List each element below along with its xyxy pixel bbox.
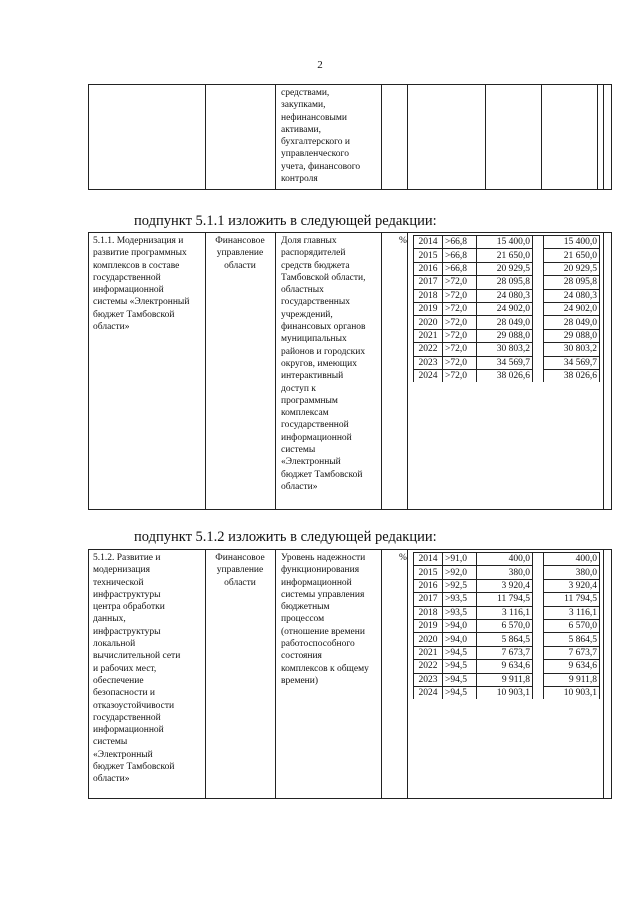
value-cell: 380,0 xyxy=(477,566,533,579)
target-cell: >66,8 xyxy=(443,249,477,262)
value-repeat-cell: 24 902,0 xyxy=(544,302,600,315)
table-row xyxy=(414,316,600,329)
year-cell: 2020 xyxy=(414,316,443,329)
value-cell: 34 569,7 xyxy=(477,356,533,369)
target-cell: >93,5 xyxy=(443,606,477,619)
spacer-cell xyxy=(533,593,544,606)
executor-5-1-1 xyxy=(209,235,271,272)
spacer-cell xyxy=(533,369,544,382)
text-line: управленческого xyxy=(281,149,349,160)
table-row xyxy=(414,302,600,315)
table-row xyxy=(414,673,600,686)
text-line: центра обработки xyxy=(93,602,165,613)
spacer-cell xyxy=(533,553,544,566)
target-cell: >92,0 xyxy=(443,566,477,579)
text-line: государственных xyxy=(281,297,351,308)
section-heading-5-1-2: подпункт 5.1.2 изложить в следующей редакции: xyxy=(134,529,437,545)
text-line: управление xyxy=(216,565,264,576)
target-cell: >94,0 xyxy=(443,619,477,632)
text-line: «Электронный xyxy=(281,457,341,468)
value-repeat-cell: 7 673,7 xyxy=(544,646,600,659)
text-line: контроля xyxy=(281,174,318,185)
table-row xyxy=(414,276,600,289)
text-line: вычислительной сети xyxy=(93,651,181,662)
text-line: развитие программных xyxy=(93,248,187,259)
page-number: 2 xyxy=(317,59,323,71)
text-line: округов, имеющих xyxy=(281,358,357,369)
table-row xyxy=(414,369,600,382)
value-cell: 10 903,1 xyxy=(477,686,533,699)
year-cell: 2023 xyxy=(414,673,443,686)
target-cell: >72,0 xyxy=(443,343,477,356)
value-cell: 3 920,4 xyxy=(477,579,533,592)
value-repeat-cell: 10 903,1 xyxy=(544,686,600,699)
value-cell: 3 116,1 xyxy=(477,606,533,619)
text-line: процессом xyxy=(281,614,325,625)
value-cell: 29 088,0 xyxy=(477,329,533,342)
value-repeat-cell: 5 864,5 xyxy=(544,633,600,646)
text-line: 5.1.1. Модернизация и xyxy=(93,236,184,246)
spacer-cell xyxy=(533,686,544,699)
year-cell: 2016 xyxy=(414,579,443,592)
year-cell: 2019 xyxy=(414,302,443,315)
value-cell: 5 864,5 xyxy=(477,633,533,646)
text-line: инфраструктуры xyxy=(93,589,161,600)
item-5-1-2 xyxy=(93,552,201,786)
text-line: технической xyxy=(93,577,144,588)
text-line: «Электронный xyxy=(93,749,153,760)
text-line: программным xyxy=(281,395,338,406)
value-repeat-cell: 15 400,0 xyxy=(544,236,600,249)
spacer-cell xyxy=(533,316,544,329)
year-cell: 2017 xyxy=(414,593,443,606)
target-cell: >94,0 xyxy=(443,633,477,646)
table-row xyxy=(414,633,600,646)
target-cell: >66,8 xyxy=(443,262,477,275)
year-cell: 2016 xyxy=(414,262,443,275)
text-line: системы «Электронный xyxy=(93,297,190,308)
value-repeat-cell: 3 116,1 xyxy=(544,606,600,619)
text-line: государственной xyxy=(93,272,161,283)
value-repeat-cell: 24 080,3 xyxy=(544,289,600,302)
table-row xyxy=(414,566,600,579)
table-row xyxy=(414,686,600,699)
spacer-cell xyxy=(533,660,544,673)
table-row xyxy=(414,553,600,566)
year-cell: 2018 xyxy=(414,289,443,302)
text-line: Доля главных xyxy=(281,236,337,246)
value-repeat-cell: 28 095,8 xyxy=(544,276,600,289)
year-cell: 2024 xyxy=(414,686,443,699)
target-cell: >66,8 xyxy=(443,236,477,249)
text-line: активами, xyxy=(281,124,321,135)
text-line: Тамбовской области, xyxy=(281,272,366,283)
text-line: бюджет Тамбовской xyxy=(93,762,175,773)
text-line: отказоустойчивости xyxy=(93,700,175,711)
value-repeat-cell: 34 569,7 xyxy=(544,356,600,369)
value-cell: 30 803,2 xyxy=(477,343,533,356)
text-line: работоспособного xyxy=(281,639,355,650)
text-line: комплексов в составе xyxy=(93,260,180,271)
value-repeat-cell: 11 794,5 xyxy=(544,593,600,606)
text-line: комплексов к общему xyxy=(281,663,369,674)
value-repeat-cell: 38 026,6 xyxy=(544,369,600,382)
value-cell: 28 095,8 xyxy=(477,276,533,289)
text-line: распорядителей xyxy=(281,248,346,259)
spacer-cell xyxy=(533,673,544,686)
text-line: обеспечение xyxy=(93,675,144,686)
text-line: учреждений, xyxy=(281,309,333,320)
target-cell: >72,0 xyxy=(443,316,477,329)
text-line: информационной xyxy=(93,725,164,736)
text-line: области xyxy=(224,260,256,271)
year-cell: 2022 xyxy=(414,343,443,356)
text-line: области» xyxy=(281,481,318,492)
text-line: времени) xyxy=(281,675,319,686)
value-repeat-cell: 3 920,4 xyxy=(544,579,600,592)
text-line: учета, финансового xyxy=(281,161,361,172)
text-line: данных, xyxy=(93,614,126,625)
spacer-cell xyxy=(533,566,544,579)
year-cell: 2018 xyxy=(414,606,443,619)
spacer-cell xyxy=(533,289,544,302)
spacer-cell xyxy=(533,646,544,659)
year-cell: 2014 xyxy=(414,553,443,566)
text-line: информационной xyxy=(93,285,164,296)
text-line: системы xyxy=(281,445,316,456)
target-cell: >94,5 xyxy=(443,646,477,659)
text-line: бюджет Тамбовской xyxy=(281,469,363,480)
spacer-cell xyxy=(533,236,544,249)
text-line: муниципальных xyxy=(281,334,347,345)
text-line: закупками, xyxy=(281,100,326,111)
text-line: информационной xyxy=(281,432,352,443)
value-repeat-cell: 9 634,6 xyxy=(544,660,600,673)
value-cell: 11 794,5 xyxy=(477,593,533,606)
table-row xyxy=(414,660,600,673)
table-5-1-1 xyxy=(88,232,612,510)
text-line: областных xyxy=(281,285,324,296)
text-line: комплексам xyxy=(281,408,329,419)
value-repeat-cell: 6 570,0 xyxy=(544,619,600,632)
text-line: локальной xyxy=(93,639,136,650)
value-cell: 38 026,6 xyxy=(477,369,533,382)
value-cell: 7 673,7 xyxy=(477,646,533,659)
text-line: (отношение времени xyxy=(281,626,365,637)
value-cell: 28 049,0 xyxy=(477,316,533,329)
value-repeat-cell: 21 650,0 xyxy=(544,249,600,262)
text-line: бюджет Тамбовской xyxy=(93,309,175,320)
spacer-cell xyxy=(533,356,544,369)
section-heading-5-1-1: подпункт 5.1.1 изложить в следующей редакции: xyxy=(134,213,437,229)
spacer-cell xyxy=(533,276,544,289)
target-cell: >72,0 xyxy=(443,302,477,315)
fragment-table xyxy=(88,84,612,190)
values-grid-5-1-1 xyxy=(413,235,600,382)
spacer-cell xyxy=(533,633,544,646)
table-5-1-2 xyxy=(88,549,612,799)
table-row xyxy=(414,249,600,262)
value-cell: 6 570,0 xyxy=(477,619,533,632)
year-cell: 2015 xyxy=(414,249,443,262)
text-line: государственной xyxy=(281,420,349,431)
year-cell: 2023 xyxy=(414,356,443,369)
text-line: области» xyxy=(93,322,130,333)
target-cell: >72,0 xyxy=(443,329,477,342)
text-line: интерактивный xyxy=(281,371,344,382)
year-cell: 2015 xyxy=(414,566,443,579)
table-row xyxy=(414,236,600,249)
table-row xyxy=(414,262,600,275)
text-line: управление xyxy=(216,248,264,259)
spacer-cell xyxy=(533,579,544,592)
spacer-cell xyxy=(533,329,544,342)
text-line: и рабочих мест, xyxy=(93,663,157,674)
target-cell: >72,0 xyxy=(443,369,477,382)
text-line: функционирования xyxy=(281,565,360,576)
value-repeat-cell: 30 803,2 xyxy=(544,343,600,356)
text-line: системы xyxy=(93,737,128,748)
year-cell: 2014 xyxy=(414,236,443,249)
table-row xyxy=(414,593,600,606)
value-cell: 21 650,0 xyxy=(477,249,533,262)
spacer-cell xyxy=(533,302,544,315)
value-repeat-cell: 400,0 xyxy=(544,553,600,566)
text-line: Финансовое xyxy=(215,553,265,563)
spacer-cell xyxy=(533,249,544,262)
year-cell: 2020 xyxy=(414,633,443,646)
year-cell: 2021 xyxy=(414,646,443,659)
target-cell: >72,0 xyxy=(443,276,477,289)
indicator-5-1-2 xyxy=(281,552,391,687)
text-line: государственной xyxy=(93,712,161,723)
text-line: доступ к xyxy=(281,383,316,394)
value-cell: 24 080,3 xyxy=(477,289,533,302)
spacer-cell xyxy=(533,619,544,632)
target-cell: >94,5 xyxy=(443,686,477,699)
table-row xyxy=(414,646,600,659)
text-line: нефинансовыми xyxy=(281,112,347,123)
unit-5-1-2: % xyxy=(399,553,407,563)
text-line: безопасности и xyxy=(93,688,155,699)
table-row xyxy=(414,289,600,302)
text-line: Уровень надежности xyxy=(281,553,366,563)
text-line: информационной xyxy=(281,577,352,588)
text-line: инфраструктуры xyxy=(93,626,161,637)
value-cell: 400,0 xyxy=(477,553,533,566)
text-line: 5.1.2. Развитие и xyxy=(93,553,161,563)
year-cell: 2022 xyxy=(414,660,443,673)
text-line: системы управления xyxy=(281,589,365,600)
text-line: районов и городских xyxy=(281,346,366,357)
value-repeat-cell: 380,0 xyxy=(544,566,600,579)
unit-5-1-1: % xyxy=(399,236,407,246)
target-cell: >94,5 xyxy=(443,673,477,686)
target-cell: >93,5 xyxy=(443,593,477,606)
table-row xyxy=(414,619,600,632)
text-line: области» xyxy=(93,774,130,785)
text-line: Финансовое xyxy=(215,236,265,246)
year-cell: 2024 xyxy=(414,369,443,382)
table-row xyxy=(414,606,600,619)
text-line: бюджетным xyxy=(281,602,330,613)
item-5-1-1 xyxy=(93,235,201,333)
indicator-5-1-1 xyxy=(281,235,391,493)
year-cell: 2019 xyxy=(414,619,443,632)
target-cell: >91,0 xyxy=(443,553,477,566)
target-cell: >72,0 xyxy=(443,289,477,302)
spacer-cell xyxy=(533,343,544,356)
table-row xyxy=(414,579,600,592)
value-cell: 24 902,0 xyxy=(477,302,533,315)
year-cell: 2017 xyxy=(414,276,443,289)
values-grid-5-1-2 xyxy=(413,552,600,699)
text-line: средствами, xyxy=(281,88,330,98)
text-line: средств бюджета xyxy=(281,260,350,271)
value-cell: 9 634,6 xyxy=(477,660,533,673)
fragment-indicator-text xyxy=(281,87,391,185)
target-cell: >92,5 xyxy=(443,579,477,592)
value-cell: 9 911,8 xyxy=(477,673,533,686)
value-cell: 20 929,5 xyxy=(477,262,533,275)
target-cell: >72,0 xyxy=(443,356,477,369)
year-cell: 2021 xyxy=(414,329,443,342)
table-row xyxy=(414,343,600,356)
text-line: бухгалтерского и xyxy=(281,137,350,148)
spacer-cell xyxy=(533,262,544,275)
executor-5-1-2 xyxy=(209,552,271,589)
value-repeat-cell: 29 088,0 xyxy=(544,329,600,342)
text-line: модернизация xyxy=(93,565,150,576)
value-cell: 15 400,0 xyxy=(477,236,533,249)
table-row xyxy=(414,329,600,342)
text-line: финансовых органов xyxy=(281,322,366,333)
value-repeat-cell: 9 911,8 xyxy=(544,673,600,686)
spacer-cell xyxy=(533,606,544,619)
text-line: состояния xyxy=(281,651,322,662)
target-cell: >94,5 xyxy=(443,660,477,673)
text-line: области xyxy=(224,577,256,588)
table-row xyxy=(414,356,600,369)
value-repeat-cell: 28 049,0 xyxy=(544,316,600,329)
value-repeat-cell: 20 929,5 xyxy=(544,262,600,275)
